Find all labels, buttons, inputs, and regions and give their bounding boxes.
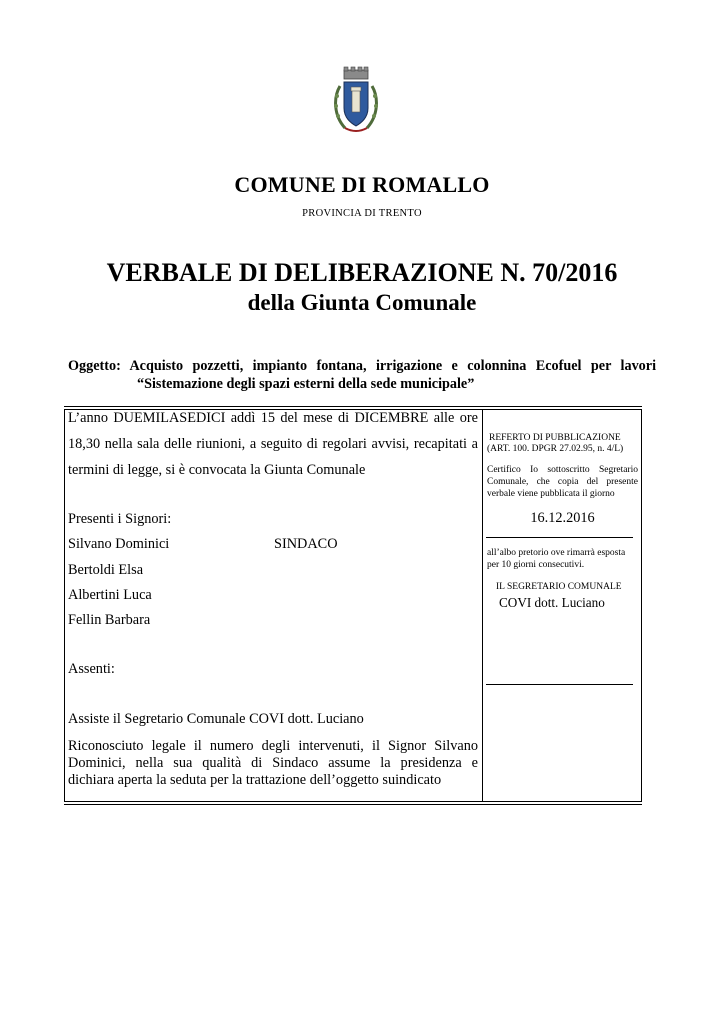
referto-law: (ART. 100. DPGR 27.02.95, n. 4/L) — [487, 444, 624, 454]
presenti-label: Presenti i Signori: — [68, 511, 172, 527]
riconosciuto-line-1: Riconosciuto legale il numero degli intervenuti, il Signor Silvano — [68, 738, 478, 754]
member-name: Bertoldi Elsa — [68, 562, 144, 578]
assiste-line: Assiste il Segretario Comunale COVI dott. Luciano — [68, 711, 364, 727]
member-name: Silvano Dominici — [68, 536, 170, 552]
deliberation-title: VERBALE DI DELIBERAZIONE N. 70/2016 — [106, 258, 618, 287]
segretario-name: COVI dott. Luciano — [499, 595, 605, 610]
albo-line-1: all’albo pretorio ove rimarrà esposta — [487, 548, 626, 558]
table-divider — [482, 409, 483, 801]
coat-of-arms-icon — [331, 64, 381, 136]
intro-line-1: L’anno DUEMILASEDICI addì 15 del mese di DICEMBRE alle ore — [68, 410, 478, 426]
subject-line-2: “Sistemazione degli spazi esterni della sede municipale” — [137, 376, 475, 392]
subject-block — [68, 357, 656, 393]
member-role: SINDACO — [274, 536, 338, 552]
table-left-border — [64, 409, 65, 801]
certify-line-1: Certifico Io sottoscritto Segretario — [487, 465, 638, 475]
subject-line-1: Acquisto pozzetti, impianto fontana, irrigazione e colonnina Ecofuel per lavori — [129, 358, 657, 374]
table-bottom-rule — [64, 801, 642, 802]
assenti-label: Assenti: — [68, 661, 115, 677]
table-top-rule — [64, 406, 642, 407]
table-right-border — [641, 409, 642, 801]
date-separator — [486, 537, 633, 538]
publication-date: 16.12.2016 — [530, 510, 595, 526]
riconosciuto-line-2: Dominici, nella sua qualità di Sindaco assume la presidenza e — [68, 755, 478, 771]
intro-line-3: termini di legge, si è convocata la Giunta Comunale — [68, 462, 366, 478]
member-name: Albertini Luca — [68, 587, 152, 603]
table-bottom-rule-inner — [64, 804, 642, 805]
provincia-subtitle: PROVINCIA DI TRENTO — [302, 208, 422, 219]
riconosciuto-line-3: dichiara aperta la seduta per la trattazione dell’oggetto suindicato — [68, 772, 442, 788]
member-name: Fellin Barbara — [68, 612, 151, 628]
certify-line-2: Comunale, che copia del presente — [487, 477, 638, 487]
certify-line-3: verbale viene pubblicata il giorno — [487, 489, 615, 499]
intro-line-2: 18,30 nella sala delle riunioni, a seguito di regolari avvisi, recapitati a — [68, 436, 478, 452]
referto-title: REFERTO DI PUBBLICAZIONE — [489, 433, 621, 443]
subject-label: Oggetto: — [68, 358, 121, 374]
deliberation-subtitle: della Giunta Comunale — [247, 290, 477, 315]
albo-line-2: per 10 giorni consecutivi. — [487, 560, 585, 570]
comune-title: COMUNE DI ROMALLO — [234, 172, 490, 197]
signature-line — [486, 684, 633, 685]
segretario-label: IL SEGRETARIO COMUNALE — [496, 582, 622, 592]
